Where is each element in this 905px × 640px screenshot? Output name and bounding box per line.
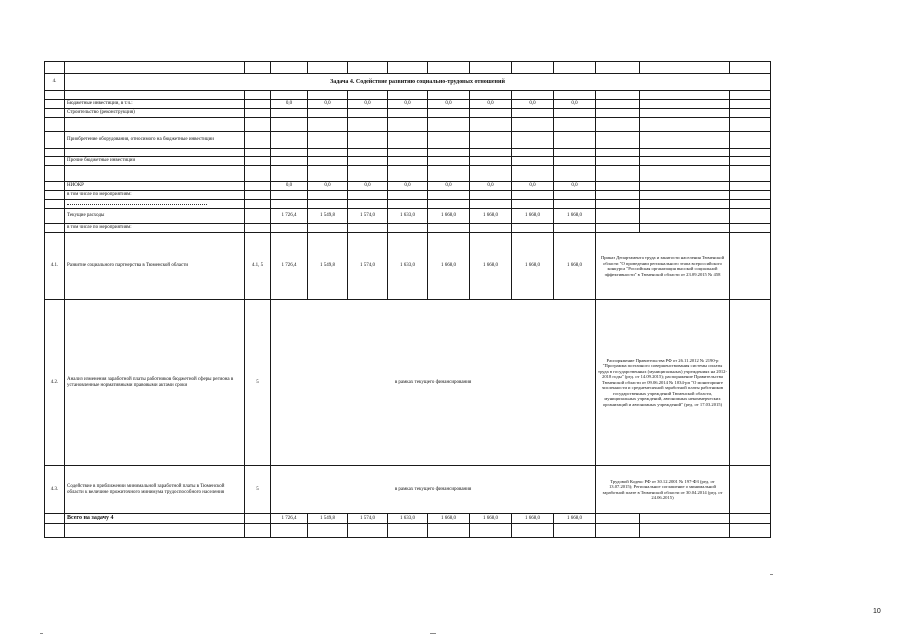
value-cell: 0,0 bbox=[348, 100, 388, 109]
value-cell: 1 574,0 bbox=[348, 514, 388, 524]
value-cell: 1 668,0 bbox=[470, 514, 512, 524]
value-cell: 0,0 bbox=[554, 182, 596, 191]
value-cell: 1 633,0 bbox=[388, 209, 428, 224]
legal-basis: Распоряжение Правительства РФ от 26.11.2012 № 2190-р "Программа поэтапного совершенствования системы оплаты труда в государственных (муниципальных) учреждениях на 2012-2018 годы" (ред. от 14.09.2015); распоряжение Правительства Тюменской области от 09.06.2014 № 1034-рп "О мониторинге численности и среднемесячной заработной платы работников государственных учреждений Тюменской области, муниципальных учреждений, автономных некоммерческих организаций и автономных учреждений" (ред. от 17.03.2015) bbox=[596, 300, 730, 466]
event-label: Анализ изменения заработной платы работников бюджетной сферы региона в установленные нормативными правовыми актами сроки bbox=[65, 300, 245, 466]
value-cell: 1 668,0 bbox=[470, 233, 512, 300]
value-cell: 0,0 bbox=[271, 182, 308, 191]
including-events-row bbox=[45, 224, 771, 233]
value-cell: 0,0 bbox=[271, 100, 308, 109]
event-label: Содействие в приближении минимальной заработной платы в Тюменской области к величине прожиточного минимума трудоспособного населения bbox=[65, 466, 245, 514]
niokr-row bbox=[45, 182, 771, 191]
value-cell: 1 549,8 bbox=[308, 514, 348, 524]
document-sheet bbox=[44, 61, 770, 538]
construction-row bbox=[45, 109, 771, 118]
row-label: Приобретение оборудования, относимого на бюджетные инвестиции bbox=[65, 132, 245, 149]
row-label: НИОКР bbox=[65, 182, 245, 191]
table-row bbox=[45, 149, 771, 157]
event-code: 4.1, 5 bbox=[245, 233, 271, 300]
program-table bbox=[44, 61, 771, 538]
financing-note: в рамках текущего финансирования bbox=[271, 466, 596, 514]
value-cell: 1 668,0 bbox=[512, 514, 554, 524]
table-row bbox=[45, 118, 771, 132]
event-row-4-3 bbox=[45, 466, 771, 514]
value-cell: 0,0 bbox=[428, 182, 470, 191]
value-cell: 0,0 bbox=[308, 182, 348, 191]
value-cell: 1 668,0 bbox=[428, 233, 470, 300]
task-number: 4. bbox=[45, 74, 65, 91]
value-cell: 0,0 bbox=[388, 100, 428, 109]
value-cell: 0,0 bbox=[470, 100, 512, 109]
value-cell: 0,0 bbox=[428, 100, 470, 109]
legal-basis: Трудовой Кодекс РФ от 30.12.2001 № 197-ФЗ (ред. от 13.07.2015); Региональное соглашение о минимальной заработной плате в Тюменской области от 30.04.2014 (ред. от 24.06.2015) bbox=[596, 466, 730, 514]
event-row-4-2 bbox=[45, 300, 771, 466]
dotted-line bbox=[67, 201, 207, 205]
value-cell: 1 633,0 bbox=[388, 514, 428, 524]
current-expenses-row bbox=[45, 209, 771, 224]
dotted-row bbox=[45, 200, 771, 209]
event-code: 5 bbox=[245, 300, 271, 466]
value-cell: 1 668,0 bbox=[428, 514, 470, 524]
event-code: 5 bbox=[245, 466, 271, 514]
value-cell: 0,0 bbox=[554, 100, 596, 109]
row-label: в том числе по мероприятиям: bbox=[65, 224, 245, 233]
task-title-row bbox=[45, 74, 771, 91]
event-row-4-1 bbox=[45, 233, 771, 300]
budget-investments-row bbox=[45, 100, 771, 109]
including-events-row bbox=[45, 191, 771, 200]
scan-artifact bbox=[40, 633, 43, 634]
value-cell: 0,0 bbox=[470, 182, 512, 191]
value-cell: 0,0 bbox=[512, 182, 554, 191]
value-cell: 0,0 bbox=[512, 100, 554, 109]
value-cell: 1 574,0 bbox=[348, 209, 388, 224]
value-cell: 1 668,0 bbox=[512, 233, 554, 300]
event-number: 4.2. bbox=[45, 300, 65, 466]
page-number: 10 bbox=[873, 608, 881, 615]
row-label: Прочие бюджетные инвестиции bbox=[65, 157, 245, 166]
value-cell: 1 726,4 bbox=[271, 514, 308, 524]
task-title: Задача 4. Содействие развитию социально-трудовых отношений bbox=[65, 74, 771, 91]
event-number: 4.1. bbox=[45, 233, 65, 300]
scan-artifact bbox=[430, 633, 436, 634]
financing-note: в рамках текущего финансирования bbox=[271, 300, 596, 466]
value-cell: 1 633,0 bbox=[388, 233, 428, 300]
value-cell: 1 549,8 bbox=[308, 233, 348, 300]
value-cell: 0,0 bbox=[348, 182, 388, 191]
value-cell: 1 549,8 bbox=[308, 209, 348, 224]
value-cell: 1 574,0 bbox=[348, 233, 388, 300]
value-cell: 1 668,0 bbox=[554, 514, 596, 524]
scan-artifact bbox=[770, 574, 773, 575]
event-number: 4.3. bbox=[45, 466, 65, 514]
value-cell: 1 668,0 bbox=[554, 233, 596, 300]
row-label: в том числе по мероприятиям: bbox=[65, 191, 245, 200]
value-cell: 1 668,0 bbox=[512, 209, 554, 224]
total-label: Всего на задачу 4 bbox=[65, 514, 245, 524]
table-row bbox=[45, 62, 771, 74]
total-row bbox=[45, 514, 771, 524]
equipment-row bbox=[45, 132, 771, 149]
value-cell: 0,0 bbox=[388, 182, 428, 191]
table-row bbox=[45, 166, 771, 182]
value-cell: 1 726,4 bbox=[271, 209, 308, 224]
other-investments-row bbox=[45, 157, 771, 166]
legal-basis: Приказ Департамента труда и занятости населения Тюменской области "О проведении регионального этапа всероссийского конкурса "Российская организация высокой социальной эффективности" в Тюменской области от 23.09.2015 № 458 bbox=[596, 233, 730, 300]
value-cell: 1 668,0 bbox=[428, 209, 470, 224]
row-label: Строительство (реконструкция) bbox=[65, 109, 245, 118]
value-cell: 0,0 bbox=[308, 100, 348, 109]
value-cell: 1 726,4 bbox=[271, 233, 308, 300]
event-label: Развитие социального партнерства в Тюменской области bbox=[65, 233, 245, 300]
table-row bbox=[45, 524, 771, 538]
row-label: Бюджетные инвестиции, в т.ч.: bbox=[65, 100, 245, 109]
value-cell: 1 668,0 bbox=[470, 209, 512, 224]
table-row bbox=[45, 91, 771, 100]
row-label: Текущие расходы bbox=[65, 209, 245, 224]
value-cell: 1 668,0 bbox=[554, 209, 596, 224]
